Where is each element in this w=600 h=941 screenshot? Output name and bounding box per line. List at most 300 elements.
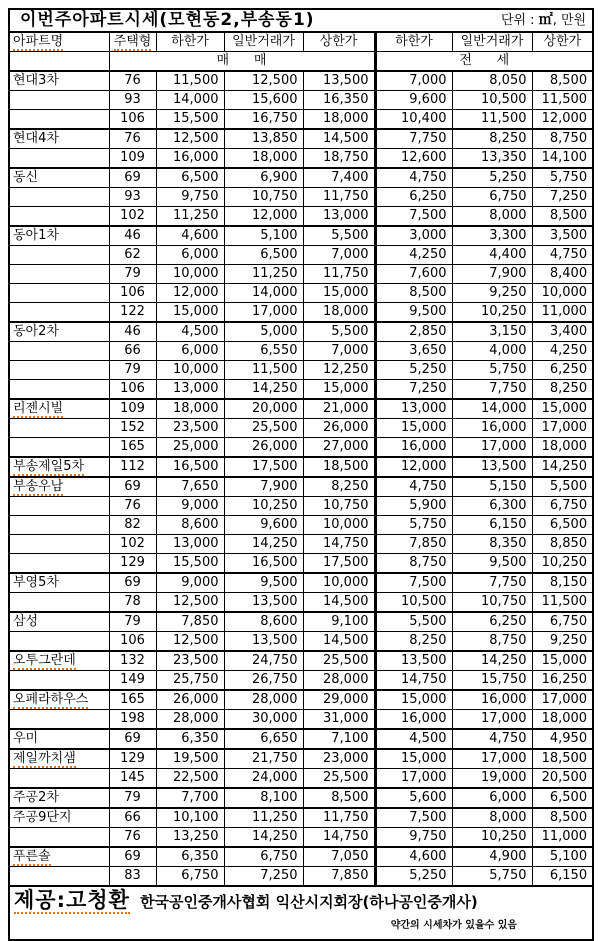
price-cell: 9,750: [375, 828, 452, 848]
price-cell: 7,400: [303, 168, 375, 188]
housing-type-cell: 46: [109, 322, 156, 342]
price-cell: 7,900: [224, 477, 303, 497]
association-title: 한국공인중개사협회 익산시지회장(하나공인중개사): [139, 893, 478, 911]
price-cell: 7,250: [224, 867, 303, 887]
table-row: [9, 168, 593, 188]
price-cell: 14,250: [224, 380, 303, 400]
price-cell: 4,750: [375, 477, 452, 497]
table-row: [9, 110, 593, 130]
price-cell: 24,000: [224, 769, 303, 789]
price-cell: 11,500: [452, 110, 532, 130]
price-cell: 22,500: [156, 769, 224, 789]
price-cell: 11,500: [156, 71, 224, 91]
price-cell: 7,850: [375, 535, 452, 554]
price-cell: 15,000: [532, 399, 593, 419]
unit-prefix: 단위 :: [500, 13, 539, 28]
price-cell: 11,500: [532, 593, 593, 613]
price-cell: 16,250: [532, 671, 593, 691]
price-cell: 6,300: [452, 497, 532, 516]
price-cell: 14,500: [303, 593, 375, 613]
price-cell: 15,600: [224, 91, 303, 110]
table-row: [9, 322, 593, 342]
price-cell: 3,400: [532, 322, 593, 342]
price-cell: 4,750: [375, 168, 452, 188]
apartment-name-cell: [9, 808, 109, 828]
price-cell: 6,150: [532, 867, 593, 887]
price-cell: 11,250: [224, 265, 303, 284]
price-cell: 28,000: [303, 671, 375, 691]
price-cell: 8,500: [532, 808, 593, 828]
housing-type-cell: 149: [109, 671, 156, 691]
price-cell: 7,000: [375, 71, 452, 91]
apartment-name: 현대3차: [13, 73, 59, 88]
price-cell: 15,750: [452, 671, 532, 691]
housing-type-cell: 152: [109, 419, 156, 438]
price-cell: 6,650: [224, 729, 303, 749]
price-cell: 6,350: [156, 729, 224, 749]
price-cell: 15,500: [156, 554, 224, 574]
price-cell: 4,250: [532, 342, 593, 361]
group-header-empty: [9, 52, 109, 72]
price-cell: 4,600: [156, 226, 224, 246]
apartment-name-cell: [9, 168, 109, 188]
price-cell: 23,500: [156, 419, 224, 438]
housing-type-cell: 109: [109, 399, 156, 419]
price-cell: 17,500: [303, 554, 375, 574]
apartment-name-cell: [9, 71, 109, 91]
apartment-name: 푸른솔: [13, 849, 51, 864]
price-cell: 8,000: [452, 808, 532, 828]
table-row: [9, 749, 593, 769]
price-cell: 15,000: [375, 419, 452, 438]
table-row: [9, 671, 593, 691]
price-cell: 6,750: [224, 847, 303, 867]
apartment-name: 제일까치샘: [13, 751, 76, 766]
price-cell: 6,750: [452, 188, 532, 207]
price-cell: 9,750: [156, 188, 224, 207]
housing-type-cell: 46: [109, 226, 156, 246]
price-cell: 7,000: [303, 246, 375, 265]
table-row: [9, 419, 593, 438]
table-row: [9, 788, 593, 808]
price-cell: 16,500: [224, 554, 303, 574]
price-cell: 8,250: [452, 129, 532, 149]
price-cell: 19,500: [156, 749, 224, 769]
price-cell: 14,750: [375, 671, 452, 691]
price-cell: 5,500: [303, 226, 375, 246]
apartment-price-table: [8, 8, 594, 941]
price-cell: 8,500: [375, 284, 452, 303]
apartment-name-cell: [9, 671, 109, 691]
apartment-name-cell: [9, 188, 109, 207]
housing-type-cell: 129: [109, 554, 156, 574]
unit-suffix: , 만원: [552, 13, 587, 28]
table-row: [9, 690, 593, 710]
housing-type-cell: 82: [109, 516, 156, 535]
price-cell: 4,250: [375, 246, 452, 265]
price-cell: 27,000: [303, 438, 375, 458]
apartment-name: 오페라하우스: [13, 692, 89, 707]
price-cell: 4,000: [452, 342, 532, 361]
price-cell: 9,500: [224, 573, 303, 593]
price-cell: 12,000: [224, 207, 303, 227]
price-cell: 8,600: [156, 516, 224, 535]
price-cell: 6,550: [224, 342, 303, 361]
price-cell: 29,000: [303, 690, 375, 710]
price-cell: 17,000: [224, 303, 303, 323]
price-cell: 14,250: [532, 457, 593, 477]
price-cell: 7,750: [375, 129, 452, 149]
housing-type-cell: 112: [109, 457, 156, 477]
price-cell: 17,000: [532, 690, 593, 710]
table-row: [9, 593, 593, 613]
apartment-name-cell: [9, 457, 109, 477]
price-cell: 13,500: [224, 593, 303, 613]
housing-type-cell: 69: [109, 477, 156, 497]
price-cell: 10,750: [303, 497, 375, 516]
price-cell: 7,100: [303, 729, 375, 749]
apartment-name-cell: [9, 91, 109, 110]
price-cell: 16,500: [156, 457, 224, 477]
price-cell: 5,750: [452, 867, 532, 887]
apartment-name-cell: [9, 573, 109, 593]
price-cell: 7,850: [156, 612, 224, 632]
price-cell: 30,000: [224, 710, 303, 730]
price-cell: 6,900: [224, 168, 303, 188]
table-row: [9, 399, 593, 419]
price-cell: 7,250: [375, 380, 452, 400]
housing-type-cell: 76: [109, 828, 156, 848]
apartment-name: 리젠시빌: [13, 401, 64, 416]
price-cell: 12,000: [375, 457, 452, 477]
header-housing-type-label: 주택형: [113, 34, 152, 49]
price-cell: 18,750: [303, 149, 375, 169]
price-cell: 14,250: [224, 535, 303, 554]
apartment-name-cell: [9, 110, 109, 130]
price-cell: 14,000: [224, 284, 303, 303]
price-cell: 12,600: [375, 149, 452, 169]
housing-type-cell: 79: [109, 788, 156, 808]
price-cell: 8,600: [224, 612, 303, 632]
housing-type-cell: 66: [109, 808, 156, 828]
apartment-name: 동신: [13, 170, 39, 185]
price-cell: 15,500: [156, 110, 224, 130]
table-row: [9, 554, 593, 574]
price-cell: 6,150: [452, 516, 532, 535]
price-cell: 4,750: [452, 729, 532, 749]
apartment-name-cell: [9, 651, 109, 671]
price-cell: 8,100: [224, 788, 303, 808]
footer-row: [9, 886, 593, 940]
price-cell: 25,500: [224, 419, 303, 438]
price-cell: 18,000: [532, 710, 593, 730]
housing-type-cell: 66: [109, 342, 156, 361]
price-cell: 4,400: [452, 246, 532, 265]
price-cell: 9,250: [532, 632, 593, 652]
price-cell: 17,000: [452, 438, 532, 458]
title-cell: [9, 9, 593, 32]
price-cell: 13,850: [224, 129, 303, 149]
price-cell: 15,000: [156, 303, 224, 323]
apartment-name: 주공2차: [13, 790, 59, 805]
housing-type-cell: 102: [109, 535, 156, 554]
price-cell: 8,250: [532, 380, 593, 400]
price-cell: 9,000: [156, 497, 224, 516]
price-cell: 9,500: [452, 554, 532, 574]
price-cell: 8,150: [532, 573, 593, 593]
apartment-name-cell: [9, 554, 109, 574]
price-cell: 7,600: [375, 265, 452, 284]
price-cell: 11,750: [303, 808, 375, 828]
price-cell: 25,500: [303, 651, 375, 671]
price-cell: 24,750: [224, 651, 303, 671]
apartment-name-cell: [9, 399, 109, 419]
price-cell: 16,750: [224, 110, 303, 130]
price-cell: 4,500: [156, 322, 224, 342]
apartment-name-cell: [9, 516, 109, 535]
price-cell: 13,000: [303, 207, 375, 227]
price-cell: 18,000: [156, 399, 224, 419]
table-row: [9, 847, 593, 867]
price-cell: 6,250: [452, 612, 532, 632]
price-cell: 13,250: [156, 828, 224, 848]
price-cell: 9,500: [375, 303, 452, 323]
table-row: [9, 265, 593, 284]
price-cell: 3,150: [452, 322, 532, 342]
housing-type-cell: 79: [109, 361, 156, 380]
table-row: [9, 91, 593, 110]
price-cell: 3,300: [452, 226, 532, 246]
unit-label: [501, 10, 586, 31]
price-cell: 6,000: [156, 342, 224, 361]
price-cell: 5,500: [303, 322, 375, 342]
price-cell: 9,600: [224, 516, 303, 535]
table-row: [9, 729, 593, 749]
price-cell: 16,000: [375, 710, 452, 730]
apartment-name-cell: [9, 788, 109, 808]
price-cell: 8,500: [532, 207, 593, 227]
price-cell: 14,100: [532, 149, 593, 169]
table-row: [9, 516, 593, 535]
housing-type-cell: 93: [109, 188, 156, 207]
housing-type-cell: 132: [109, 651, 156, 671]
apartment-name-cell: [9, 867, 109, 887]
apartment-name: 삼성: [13, 614, 39, 629]
table-row: [9, 612, 593, 632]
price-cell: 23,500: [156, 651, 224, 671]
table-row: [9, 573, 593, 593]
group-header-jeonse: 전 세: [375, 52, 593, 72]
price-cell: 26,000: [303, 419, 375, 438]
price-cell: 18,000: [303, 110, 375, 130]
housing-type-cell: 122: [109, 303, 156, 323]
price-cell: 8,750: [532, 129, 593, 149]
price-cell: 23,000: [303, 749, 375, 769]
price-cell: 7,900: [452, 265, 532, 284]
footer-provider-line: [10, 887, 592, 913]
price-cell: 13,000: [156, 380, 224, 400]
price-cell: 4,950: [532, 729, 593, 749]
price-cell: 3,000: [375, 226, 452, 246]
table-row: [9, 303, 593, 323]
apartment-name-cell: [9, 284, 109, 303]
price-cell: 5,250: [452, 168, 532, 188]
header-jeonse-low: 하한가: [375, 32, 452, 52]
table-row: [9, 867, 593, 887]
provider-name: 제공:고청환: [14, 888, 130, 912]
apartment-name-cell: [9, 497, 109, 516]
price-cell: 11,500: [532, 91, 593, 110]
price-cell: 6,000: [156, 246, 224, 265]
price-cell: 18,500: [532, 749, 593, 769]
apartment-name-cell: [9, 710, 109, 730]
price-cell: 26,000: [156, 690, 224, 710]
price-cell: 18,500: [303, 457, 375, 477]
apartment-name-cell: [9, 149, 109, 169]
apartment-name: 동아1차: [13, 228, 59, 243]
price-cell: 7,050: [303, 847, 375, 867]
price-cell: 15,000: [303, 380, 375, 400]
table-row: [9, 477, 593, 497]
apartment-name-cell: [9, 749, 109, 769]
price-cell: 4,500: [375, 729, 452, 749]
price-cell: 6,750: [156, 867, 224, 887]
header-sale-low: 하한가: [156, 32, 224, 52]
housing-type-cell: 79: [109, 612, 156, 632]
price-cell: 8,400: [532, 265, 593, 284]
price-cell: 14,250: [452, 651, 532, 671]
price-cell: 26,750: [224, 671, 303, 691]
price-cell: 16,000: [375, 438, 452, 458]
price-cell: 20,000: [224, 399, 303, 419]
price-cell: 11,750: [303, 188, 375, 207]
header-housing-type: [109, 32, 156, 52]
price-cell: 11,500: [224, 361, 303, 380]
price-cell: 5,750: [375, 516, 452, 535]
price-cell: 6,000: [452, 788, 532, 808]
housing-type-cell: 69: [109, 729, 156, 749]
table-row: [9, 380, 593, 400]
footer-cell: [9, 886, 593, 940]
apartment-name: 부송제일5차: [13, 459, 85, 474]
housing-type-cell: 83: [109, 867, 156, 887]
price-cell: 7,500: [375, 808, 452, 828]
apartment-name: 주공9단지: [13, 810, 72, 825]
table-row: [9, 342, 593, 361]
housing-type-cell: 106: [109, 380, 156, 400]
header-jeonse-high: 상한가: [532, 32, 593, 52]
apartment-name-cell: [9, 303, 109, 323]
group-header-row: [9, 52, 593, 72]
housing-type-cell: 165: [109, 690, 156, 710]
apartment-name: 부송우남: [13, 479, 64, 494]
apartment-name-cell: [9, 593, 109, 613]
price-cell: 11,250: [156, 207, 224, 227]
table-row: [9, 207, 593, 227]
column-header-row: [9, 32, 593, 52]
price-cell: 15,000: [532, 651, 593, 671]
price-cell: 8,750: [452, 632, 532, 652]
price-cell: 7,650: [156, 477, 224, 497]
price-cell: 10,000: [303, 573, 375, 593]
apartment-name-cell: [9, 265, 109, 284]
price-cell: 16,000: [452, 690, 532, 710]
price-cell: 7,750: [452, 380, 532, 400]
price-cell: 13,350: [452, 149, 532, 169]
price-cell: 14,500: [303, 129, 375, 149]
price-cell: 13,500: [452, 457, 532, 477]
price-cell: 7,500: [375, 573, 452, 593]
price-cell: 4,900: [452, 847, 532, 867]
price-cell: 17,500: [224, 457, 303, 477]
price-cell: 7,250: [532, 188, 593, 207]
price-cell: 6,500: [224, 246, 303, 265]
price-cell: 15,000: [303, 284, 375, 303]
price-cell: 7,000: [303, 342, 375, 361]
price-cell: 5,500: [532, 477, 593, 497]
price-cell: 13,000: [375, 399, 452, 419]
price-cell: 13,500: [303, 71, 375, 91]
price-cell: 10,250: [224, 497, 303, 516]
price-cell: 7,500: [375, 207, 452, 227]
price-cell: 8,250: [375, 632, 452, 652]
price-cell: 15,000: [375, 749, 452, 769]
price-cell: 14,000: [156, 91, 224, 110]
price-cell: 18,000: [303, 303, 375, 323]
housing-type-cell: 129: [109, 749, 156, 769]
table-row: [9, 710, 593, 730]
price-cell: 6,350: [156, 847, 224, 867]
price-cell: 11,250: [224, 808, 303, 828]
housing-type-cell: 69: [109, 168, 156, 188]
table-row: [9, 808, 593, 828]
price-cell: 25,500: [303, 769, 375, 789]
apartment-name-cell: [9, 342, 109, 361]
disclaimer-note: 약간의 시세차가 있을수 있음: [390, 920, 518, 931]
apartment-name-cell: [9, 246, 109, 265]
price-cell: 12,000: [156, 284, 224, 303]
price-cell: 13,000: [156, 535, 224, 554]
header-apartment-name-label: 아파트명: [13, 34, 64, 49]
price-cell: 5,100: [532, 847, 593, 867]
housing-type-cell: 145: [109, 769, 156, 789]
table-row: [9, 497, 593, 516]
price-cell: 16,350: [303, 91, 375, 110]
price-cell: 18,000: [224, 149, 303, 169]
price-cell: 14,750: [303, 535, 375, 554]
price-cell: 6,750: [532, 497, 593, 516]
price-cell: 14,250: [224, 828, 303, 848]
apartment-name-cell: [9, 129, 109, 149]
price-cell: 12,500: [156, 632, 224, 652]
price-cell: 6,500: [156, 168, 224, 188]
apartment-name-cell: [9, 419, 109, 438]
price-cell: 20,500: [532, 769, 593, 789]
price-cell: 10,250: [452, 828, 532, 848]
housing-type-cell: 106: [109, 110, 156, 130]
price-cell: 18,000: [532, 438, 593, 458]
price-cell: 10,000: [156, 265, 224, 284]
price-cell: 16,000: [156, 149, 224, 169]
apartment-name-cell: [9, 769, 109, 789]
housing-type-cell: 76: [109, 129, 156, 149]
price-cell: 12,250: [303, 361, 375, 380]
table-row: [9, 457, 593, 477]
table-row: [9, 828, 593, 848]
table-row: [9, 129, 593, 149]
price-cell: 10,500: [375, 593, 452, 613]
price-cell: 9,600: [375, 91, 452, 110]
